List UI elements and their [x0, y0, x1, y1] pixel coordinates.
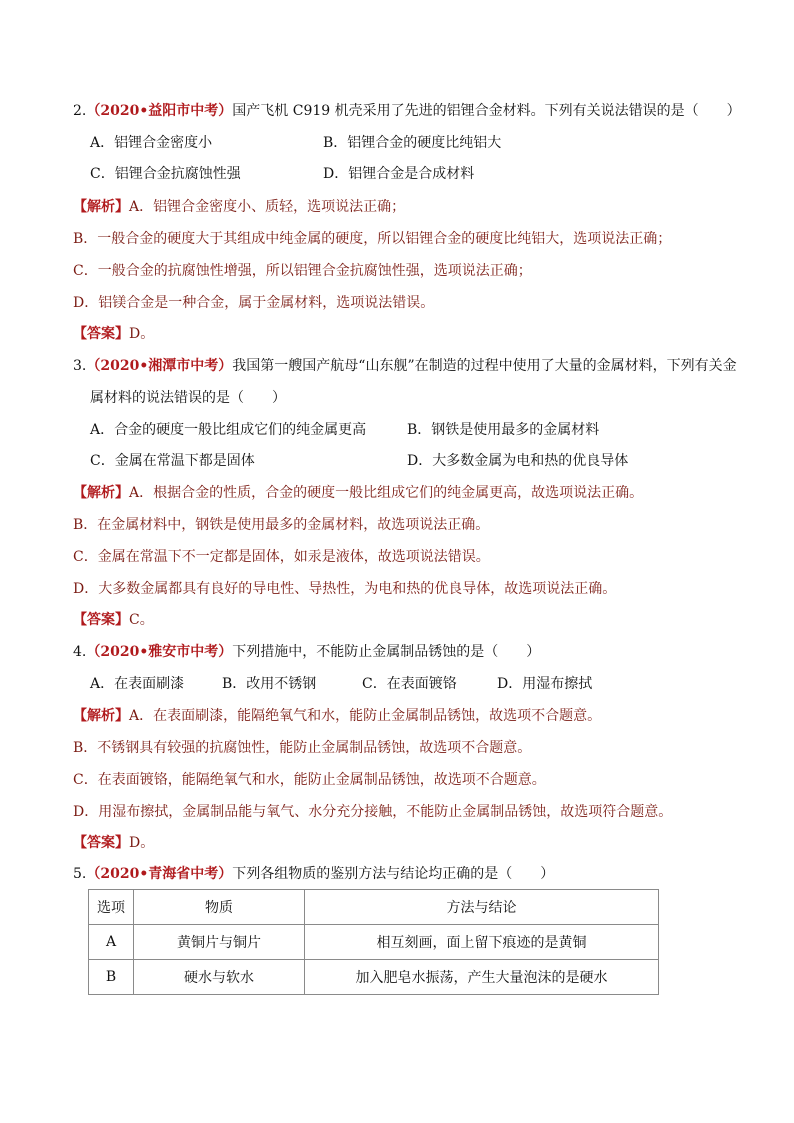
answer-tag: 【答案】	[73, 612, 129, 628]
table-cell: 黄铜片与铜片	[134, 925, 305, 960]
option-b: B．改用不锈钢	[222, 676, 317, 692]
table-row	[89, 960, 659, 995]
analysis-line: C．在表面镀铬，能隔绝氧气和水，能防止金属制品锈蚀，故选项不合题意。	[73, 772, 546, 788]
option-b: B．钢铁是使用最多的金属材料	[407, 422, 600, 438]
analysis-tag: 【解析】	[73, 199, 129, 215]
option-a: A．在表面刷漆	[90, 676, 185, 692]
option-c: C．金属在常温下都是固体	[90, 453, 255, 469]
option-c: C．在表面镀铬	[362, 676, 457, 692]
table-header-cell: 物质	[134, 890, 305, 925]
analysis-tag: 【解析】	[73, 485, 129, 501]
question-4-stem: 4.（2020•雅安市中考）下列措施中，不能防止金属制品锈蚀的是（ ）	[73, 644, 541, 660]
answer-line: 【答案】D。	[73, 835, 155, 851]
identification-table	[88, 889, 659, 995]
question-source: （2020•湘潭市中考）	[86, 358, 233, 374]
analysis-line: B．不锈钢具有较强的抗腐蚀性，能防止金属制品锈蚀，故选项不合题意。	[73, 740, 532, 756]
table-cell: 相互刻画，面上留下痕迹的是黄铜	[305, 925, 659, 960]
analysis-line: B．在金属材料中，钢铁是使用最多的金属材料，故选项说法正确。	[73, 517, 490, 533]
analysis-line: D．用湿布擦拭，金属制品能与氧气、水分充分接触，不能防止金属制品锈蚀，故选项符合题意。	[73, 804, 673, 820]
table-header-row	[89, 890, 659, 925]
analysis-tag: 【解析】	[73, 708, 129, 724]
analysis-line: D．大多数金属都具有良好的导电性、导热性，为电和热的优良导体，故选项说法正确。	[73, 581, 617, 597]
analysis-line: D．铝镁合金是一种合金，属于金属材料，选项说法错误。	[73, 295, 435, 311]
table-header-cell: 选项	[89, 890, 134, 925]
option-a: A．合金的硬度一般比组成它们的纯金属更高	[90, 422, 367, 438]
question-source: （2020•益阳市中考）	[86, 103, 233, 119]
analysis-line: C．一般合金的抗腐蚀性增强，所以铝锂合金抗腐蚀性强，选项说法正确；	[73, 263, 532, 279]
question-5-stem: 5.（2020•青海省中考）下列各组物质的鉴别方法与结论均正确的是（ ）	[73, 866, 555, 882]
answer-line: 【答案】C。	[73, 612, 154, 628]
answer-line: 【答案】D。	[73, 326, 155, 342]
option-d: D．大多数金属为电和热的优良导体	[407, 453, 629, 469]
analysis-line: C．金属在常温下不一定都是固体，如汞是液体，故选项说法错误。	[73, 549, 490, 565]
table-cell: 硬水与软水	[134, 960, 305, 995]
table-cell: 加入肥皂水振荡，产生大量泡沫的是硬水	[305, 960, 659, 995]
analysis-line: 【解析】A．在表面刷漆，能隔绝氧气和水，能防止金属制品锈蚀，故选项不合题意。	[73, 708, 602, 724]
table-cell: A	[89, 925, 134, 960]
question-source: （2020•雅安市中考）	[86, 644, 233, 660]
option-d: D．铝锂合金是合成材料	[323, 166, 475, 182]
table-header-cell: 方法与结论	[305, 890, 659, 925]
table-row	[89, 925, 659, 960]
analysis-line: 【解析】A．根据合金的性质，合金的硬度一般比组成它们的纯金属更高，故选项说法正确。	[73, 485, 644, 501]
option-d: D．用湿布擦拭	[497, 676, 593, 692]
question-3-stem: 3.（2020•湘潭市中考）我国第一艘国产航母“山东舰”在制造的过程中使用了大量的金属材料，下列有关金	[73, 358, 737, 374]
question-source: （2020•青海省中考）	[86, 866, 233, 882]
option-a: A．铝锂合金密度小	[90, 135, 213, 151]
question-2-stem: 2.（2020•益阳市中考）国产飞机 C919 机壳采用了先进的铝锂合金材料。下列有关说法错误的是（ ）	[73, 103, 741, 119]
answer-tag: 【答案】	[73, 326, 129, 342]
table-cell: B	[89, 960, 134, 995]
question-3-stem-cont: 属材料的说法错误的是（ ）	[90, 390, 286, 406]
option-b: B．铝锂合金的硬度比纯铝大	[323, 135, 502, 151]
analysis-line: B．一般合金的硬度大于其组成中纯金属的硬度，所以铝锂合金的硬度比纯铝大，选项说法正确；	[73, 231, 672, 247]
analysis-line: 【解析】A．铝锂合金密度小、质轻，选项说法正确；	[73, 199, 406, 215]
answer-tag: 【答案】	[73, 835, 129, 851]
option-c: C．铝锂合金抗腐蚀性强	[90, 166, 241, 182]
